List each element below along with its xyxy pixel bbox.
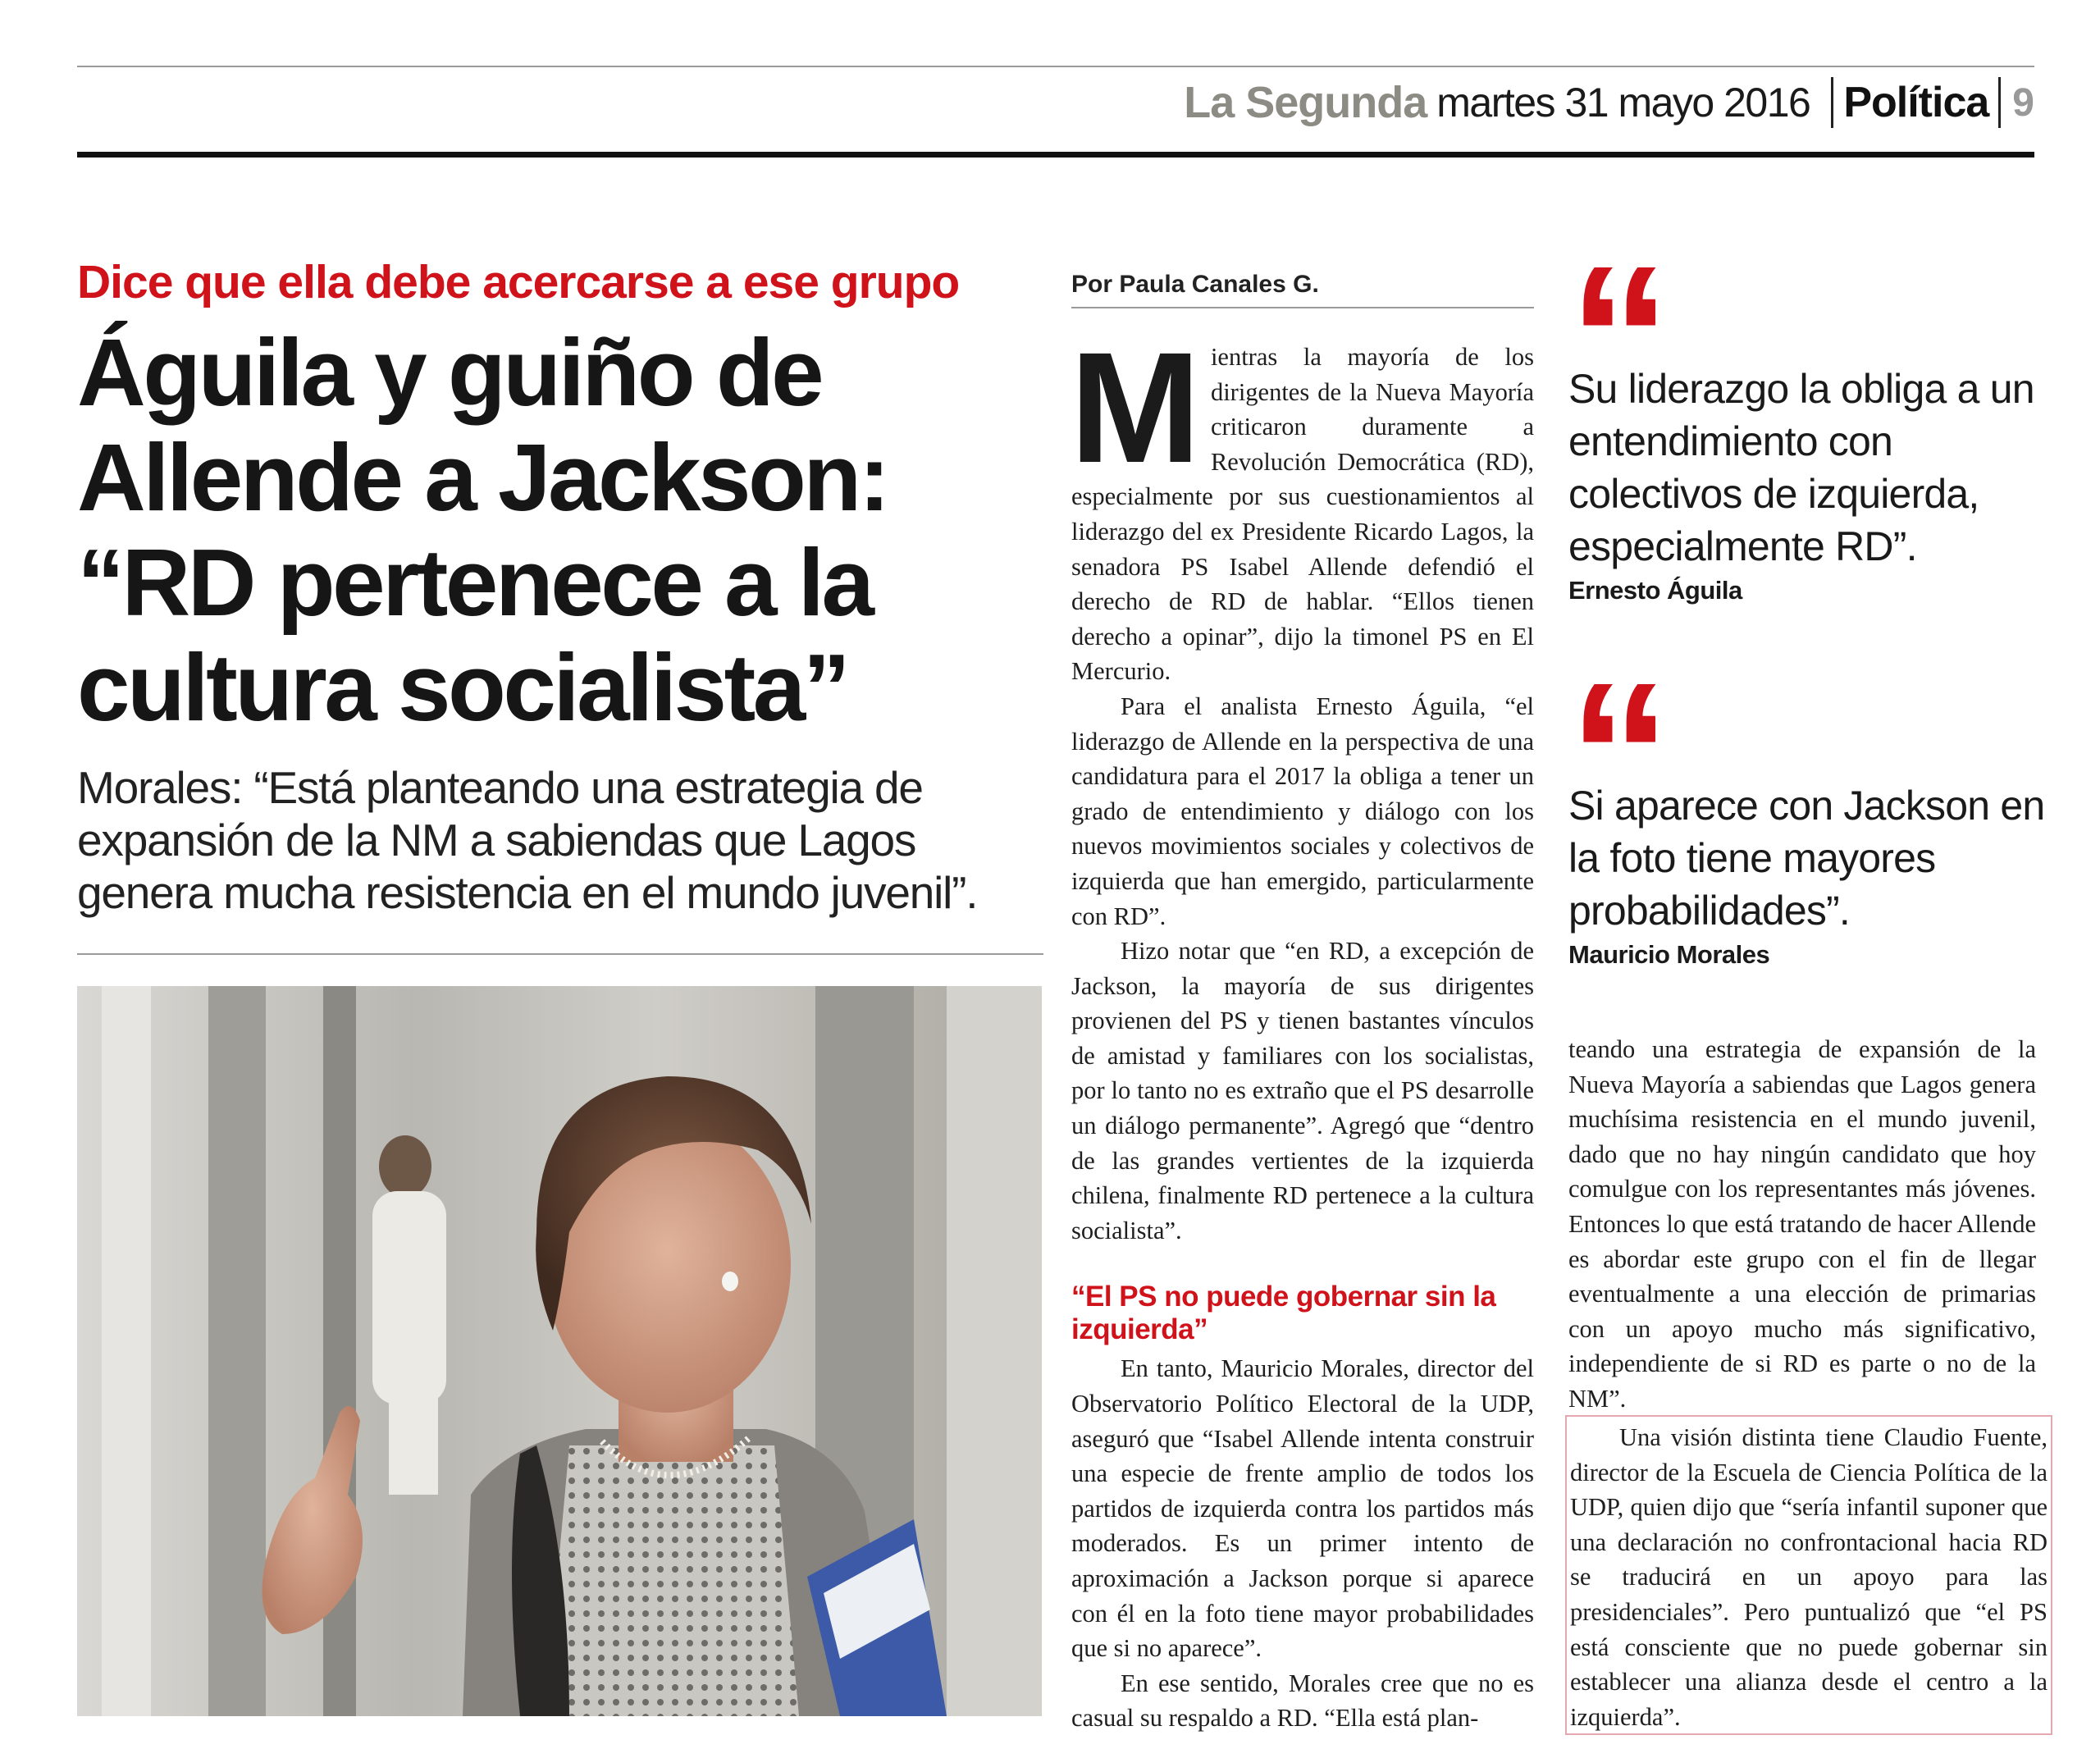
paragraph: En tanto, Mauricio Morales, director del Observatorio Político Electoral de la UDP, aseguró que “Isabel Allende intenta construir una especie de frente amplio de todos los partidos de izquierda contra los partidos más moderados. Es un primer intento de aproximación a Jackson porque si aparece con él en la foto tiene mayor probabilidades que si no aparece”.	[1071, 1354, 1534, 1663]
paragraph: Una visión distinta tiene Claudio Fuente, director de la Escuela de Ciencia Política de la UDP, quien dijo que “sería infantil suponer que una declaración no confrontacional hacia RD se traducirá en un apoyo para las presidenciales”. Pero puntualizó que “el PS está consciente que no puede gobernar sin establecer una alianza desde el centro a la izquierda”.	[1570, 1423, 2048, 1731]
header-divider	[1831, 77, 1833, 128]
section-subhead: “El PS no puede gobernar sin la izquierda”	[1071, 1281, 1496, 1346]
headline: Águila y guiño de Allende a Jackson: “RD pertenece a la cultura socialista”	[77, 319, 888, 741]
header-rule	[77, 152, 2034, 158]
issue-date: martes 31 mayo 2016	[1436, 80, 1810, 126]
pull-quote	[1568, 223, 2061, 605]
drop-cap: M	[1070, 319, 1196, 495]
paragraph: teando una estrategia de expansión de la Nueva Mayoría a sabiendas que Lagos genera muchísima resistencia en el mundo juvenil, dado que no hay ningún candidato que hoy comulgue con los representantes más jóvenes. Entonces lo que está tratando de hacer Allende es abordar este grupo con el fin de llegar eventualmente a una elección de primarias con un apoyo mucho más significativo, independiente de si RD es parte o no de la NM”.	[1568, 1035, 2036, 1413]
newspaper-name: La Segunda	[1184, 78, 1427, 127]
paragraph	[1070, 319, 1534, 689]
quote-author: Ernesto Águila	[1568, 576, 1742, 605]
body-column-3	[1568, 1032, 2036, 1417]
byline: Por Paula Canales G.	[1071, 271, 1319, 298]
paragraph-text: ientras la mayoría de los dirigentes de la Nueva Mayoría criticaron duramente a Revolución Democrática (RD), especialmente por sus cuestionamientos al liderazgo del ex Presidente Ricardo Lagos, la senadora PS Isabel Allende defendió el derecho de RD de hablar. “Ellos tienen derecho a opinar”, dijo la timonel PS en El Mercurio.	[1071, 343, 1534, 686]
paragraph: Hizo notar que “en RD, a excepción de Jackson, la mayoría de sus dirigentes provienen del PS y tienen bastantes vínculos de amistad y familiares con los socialistas, por lo tanto no es extraño que el PS desarrolle un diálogo permanente”. Agregó que “dentro de las grandes vertientes de la izquierda chilena, finalmente RD pertenece a la cultura socialista”.	[1071, 937, 1534, 1244]
page-number: 9	[2012, 80, 2034, 125]
paragraph: En ese sentido, Morales cree que no es casual su respaldo a RD. “Ella está plan-	[1071, 1669, 1534, 1733]
subheadline: Morales: “Está planteando una estrategia de expansión de la NM a sabiendas que Lagos genera mucha resistencia en el mundo juvenil”.	[77, 762, 978, 918]
paragraph: Para el analista Ernesto Águila, “el liderazgo de Allende en la perspectiva de una candidatura para el 2017 la obliga a tener un grado de entendimiento y diálogo con los nuevos movimientos sociales y colectivos de izquierda que han emergido, particularmente con RD”.	[1071, 692, 1534, 930]
quote-author: Mauricio Morales	[1568, 940, 1770, 969]
photo-illustration	[77, 986, 1042, 1716]
highlighted-paragraph-box	[1565, 1415, 2052, 1735]
quote-text: Si aparece con Jackson en la foto tiene mayores probabilidades”.	[1568, 783, 2045, 934]
section-name: Política	[1843, 79, 1989, 126]
top-rule	[77, 66, 2034, 67]
body-column-2	[1070, 319, 1534, 1736]
kicker: Dice que ella debe acercarse a ese grupo	[77, 256, 960, 308]
subhead-rule	[77, 953, 1043, 955]
pull-quote	[1568, 640, 2061, 970]
byline-rule	[1071, 307, 1534, 308]
quote-mark-icon: “	[1568, 640, 1655, 869]
quote-text: Su liderazgo la obliga a un entendimiento con colectivos de izquierda, especialmente RD”.	[1568, 366, 2034, 569]
header-divider	[1998, 77, 2001, 128]
article-photo	[77, 986, 1042, 1716]
quote-mark-icon: “	[1568, 223, 1655, 452]
page-header	[77, 74, 2034, 131]
